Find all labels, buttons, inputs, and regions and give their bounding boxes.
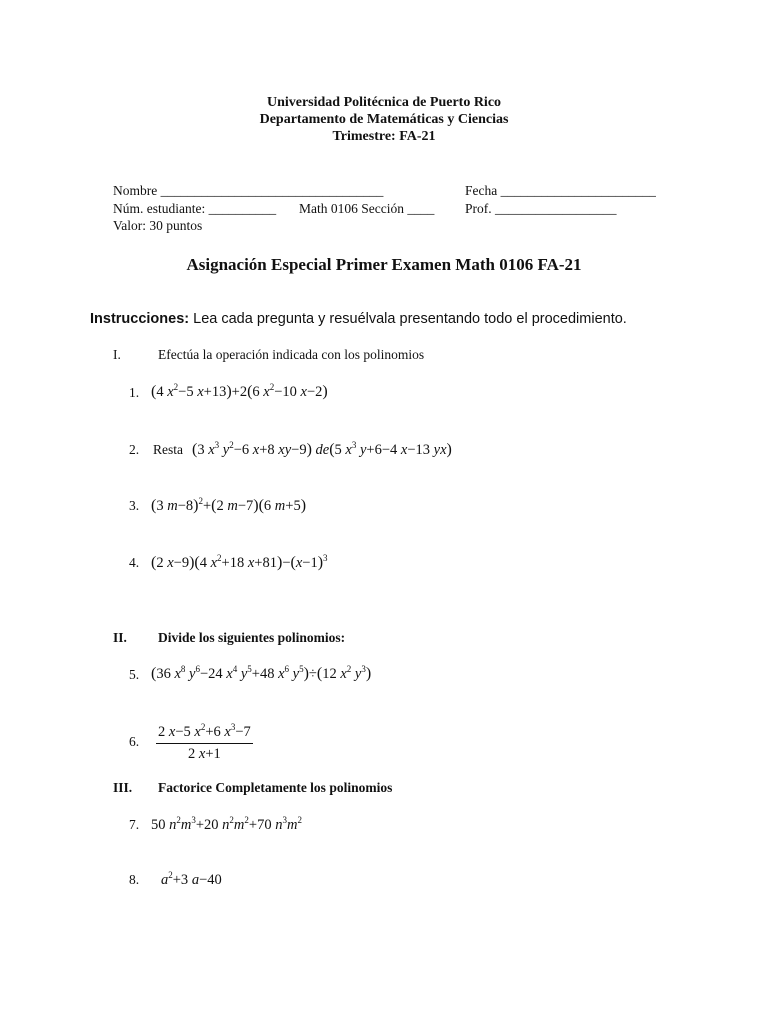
term: Trimestre: FA-21	[332, 129, 436, 144]
problem-1-expression: (4 $x^2-5$ x+13)+2(6 $x^2-10$ x−2)	[151, 382, 328, 400]
problem-number: 4.	[129, 555, 140, 570]
prof-field[interactable]: Prof. __________________	[465, 201, 617, 216]
problem-2-prefix: Resta	[153, 442, 183, 457]
section-field[interactable]: Math 0106 Sección ____	[299, 201, 435, 216]
problem-number: 1.	[129, 385, 140, 400]
section-heading: Efectúa la operación indicada con los polinomios	[158, 347, 425, 362]
section-numeral: I.	[113, 347, 121, 362]
instructions	[90, 311, 627, 327]
problem-6-expression	[156, 722, 253, 763]
problem-5-expression: (36 $x^8$ $y^6-24$ $x^4$ $y^5+48$ $x^6$ $y^5)\div(12$ $x^2$ $y^3$)	[151, 664, 372, 682]
problem-number: 6.	[129, 734, 140, 749]
problem-number: 3.	[129, 498, 140, 513]
problem-8-expression: $a^2+3$ a−40	[161, 870, 222, 888]
date-field[interactable]: Fecha _______________________	[465, 183, 656, 198]
problem-number: 2.	[129, 442, 140, 457]
name-field[interactable]: Nombre _________________________________	[113, 183, 384, 198]
university-name: Universidad Politécnica de Puerto Rico	[266, 95, 502, 110]
fraction-denominator: 2 x+1	[188, 746, 221, 762]
assignment-title: Asignación Especial Primer Examen Math 0106 FA-21	[186, 255, 582, 274]
instructions-label: Instrucciones:	[90, 311, 190, 327]
section-heading: Factorice Completamente los polinomios	[158, 780, 393, 795]
section-heading: Divide los siguientes polinomios:	[158, 630, 346, 645]
instructions-text: Lea cada pregunta y resuélvala presentando todo el procedimiento.	[189, 311, 627, 327]
problem-number: 8.	[129, 872, 140, 887]
problem-2-expression: (3 $x^3$ $y^2-6$ x+8 xy−9) de(5 $x^3$ y+6−4 x−13 yx)	[192, 440, 452, 458]
section-numeral: III.	[113, 780, 133, 795]
problem-3-expression: (3 m−8)$^2$+(2 m−7)(6 m+5)	[151, 496, 307, 514]
problem-number: 7.	[129, 817, 140, 832]
problem-4-expression: (2 x−9)(4 $x^2+18$ $x+81)-(x-1)^3$	[151, 553, 328, 571]
value-text: Valor: 30 puntos	[113, 218, 203, 233]
department-name: Departamento de Matemáticas y Ciencias	[259, 112, 509, 127]
section-numeral: II.	[113, 630, 127, 645]
student-number-field[interactable]: Núm. estudiante: __________	[113, 201, 277, 216]
problem-7-expression: 50 $n^2m^3+20$ $n^2m^2+70$ $n^3m^2$	[151, 815, 302, 833]
fraction	[156, 722, 253, 763]
problem-number: 5.	[129, 667, 140, 682]
fraction-numerator: 2 x−5 $x^2+6$ $x^3-7$	[156, 722, 253, 744]
